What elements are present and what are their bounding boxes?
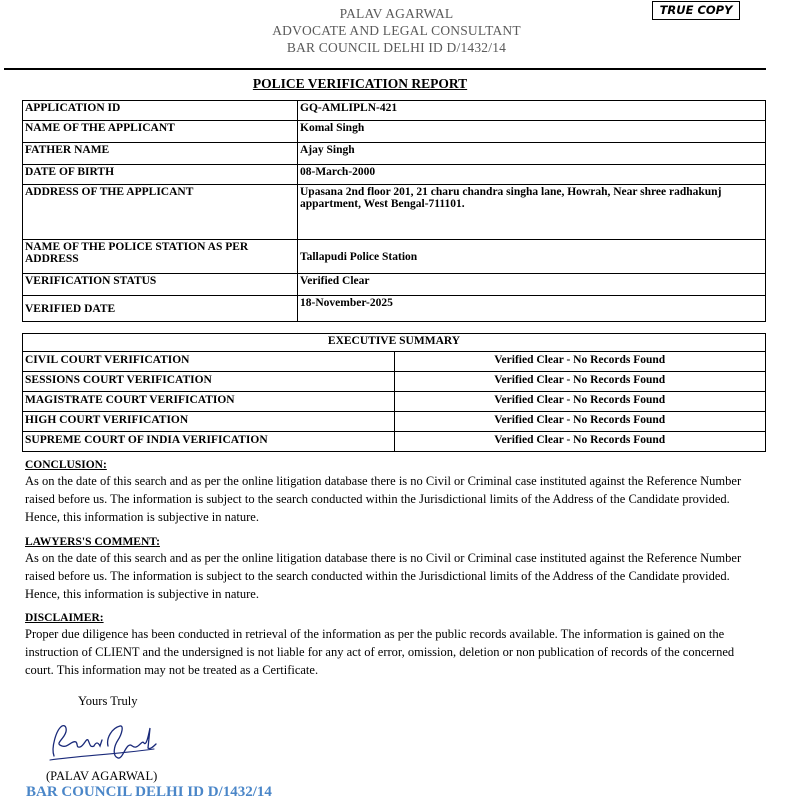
detail-value: Tallapudi Police Station — [298, 240, 766, 274]
detail-label: NAME OF THE POLICE STATION AS PER ADDRESS — [23, 240, 298, 274]
closing-salutation: Yours Truly — [78, 694, 138, 708]
lawyers-comment-heading: LAWYERS'S COMMENT: — [25, 536, 160, 548]
summary-label: CIVIL COURT VERIFICATION — [23, 352, 395, 372]
table-row — [23, 185, 766, 240]
summary-label: SUPREME COURT OF INDIA VERIFICATION — [23, 432, 395, 452]
detail-label: FATHER NAME — [23, 143, 298, 165]
table-row — [23, 412, 766, 432]
detail-value: Verified Clear — [298, 274, 766, 296]
handwritten-signature — [48, 716, 163, 771]
table-row — [23, 334, 766, 352]
summary-value: Verified Clear - No Records Found — [394, 392, 766, 412]
signatory-bar-id: BAR COUNCIL DELHI ID D/1432/14 — [26, 784, 272, 800]
applicant-details-table — [22, 100, 766, 322]
table-row — [23, 274, 766, 296]
detail-label: VERIFICATION STATUS — [23, 274, 298, 296]
executive-summary-table — [22, 333, 766, 452]
detail-value: Ajay Singh — [298, 143, 766, 165]
conclusion-section — [25, 459, 760, 526]
table-row — [23, 240, 766, 274]
detail-label: ADDRESS OF THE APPLICANT — [23, 185, 298, 240]
signature-graphic — [48, 716, 163, 766]
header-divider — [4, 68, 766, 70]
detail-value: 18-November-2025 — [298, 296, 766, 322]
summary-value: Verified Clear - No Records Found — [394, 352, 766, 372]
letterhead-bar-id: BAR COUNCIL DELHI ID D/1432/14 — [286, 40, 507, 55]
table-row — [23, 352, 766, 372]
detail-value: Upasana 2nd floor 201, 21 charu chandra singha lane, Howrah, Near shree radhakunj appartment, West Bengal-711101. — [298, 185, 766, 240]
detail-value: Komal Singh — [298, 121, 766, 143]
report-title-text: POLICE VERIFICATION REPORT — [252, 76, 468, 91]
detail-label: DATE OF BIRTH — [23, 165, 298, 185]
disclaimer-text: Proper due diligence has been conducted in retrieval of the information as per the public records available. The information is gained on the instruction of CLIENT and the undersigned is not liable for any act of error, omission, deletion or non publication of records of the concerned court. This information may not be treated as a Certificate. — [25, 627, 735, 677]
report-title — [0, 76, 720, 92]
summary-label: SESSIONS COURT VERIFICATION — [23, 372, 395, 392]
detail-value: 08-March-2000 — [298, 165, 766, 185]
table-row — [23, 392, 766, 412]
disclaimer-section — [25, 612, 760, 679]
lawyers-comment-text: As on the date of this search and as per the online litigation database there is no Civil or Criminal case instituted against the Reference Number raised before us. The information is subject to the search conducted within the Jurisdictional limits of the Address of the Candidate provided. Hence, this information is subjective in nature. — [25, 551, 742, 601]
table-row — [23, 432, 766, 452]
detail-value: GQ-AMLIPLN-421 — [298, 101, 766, 121]
summary-label: MAGISTRATE COURT VERIFICATION — [23, 392, 395, 412]
true-copy-stamp: TRUE COPY — [652, 1, 740, 20]
disclaimer-heading: DISCLAIMER: — [25, 612, 104, 624]
detail-label: APPLICATION ID — [23, 101, 298, 121]
summary-label: HIGH COURT VERIFICATION — [23, 412, 395, 432]
signatory-name: (PALAV AGARWAL) — [46, 769, 158, 783]
detail-label: NAME OF THE APPLICANT — [23, 121, 298, 143]
summary-value: Verified Clear - No Records Found — [394, 412, 766, 432]
conclusion-heading: CONCLUSION: — [25, 459, 107, 471]
letterhead-name: PALAV AGARWAL — [339, 6, 454, 21]
table-row — [23, 143, 766, 165]
table-row — [23, 121, 766, 143]
detail-label: VERIFIED DATE — [23, 296, 298, 322]
table-row — [23, 372, 766, 392]
table-row — [23, 101, 766, 121]
summary-value: Verified Clear - No Records Found — [394, 372, 766, 392]
summary-header: EXECUTIVE SUMMARY — [23, 334, 766, 352]
lawyers-comment-section — [25, 536, 760, 603]
conclusion-text: As on the date of this search and as per the online litigation database there is no Civil or Criminal case instituted against the Reference Number raised before us. The information is subject to the search conducted within the Jurisdictional limits of the Address of the Candidate provided. Hence, this information is subjective in nature. — [25, 474, 742, 524]
letterhead-role: ADVOCATE AND LEGAL CONSULTANT — [272, 23, 521, 38]
table-row — [23, 296, 766, 322]
table-row — [23, 165, 766, 185]
summary-value: Verified Clear - No Records Found — [394, 432, 766, 452]
